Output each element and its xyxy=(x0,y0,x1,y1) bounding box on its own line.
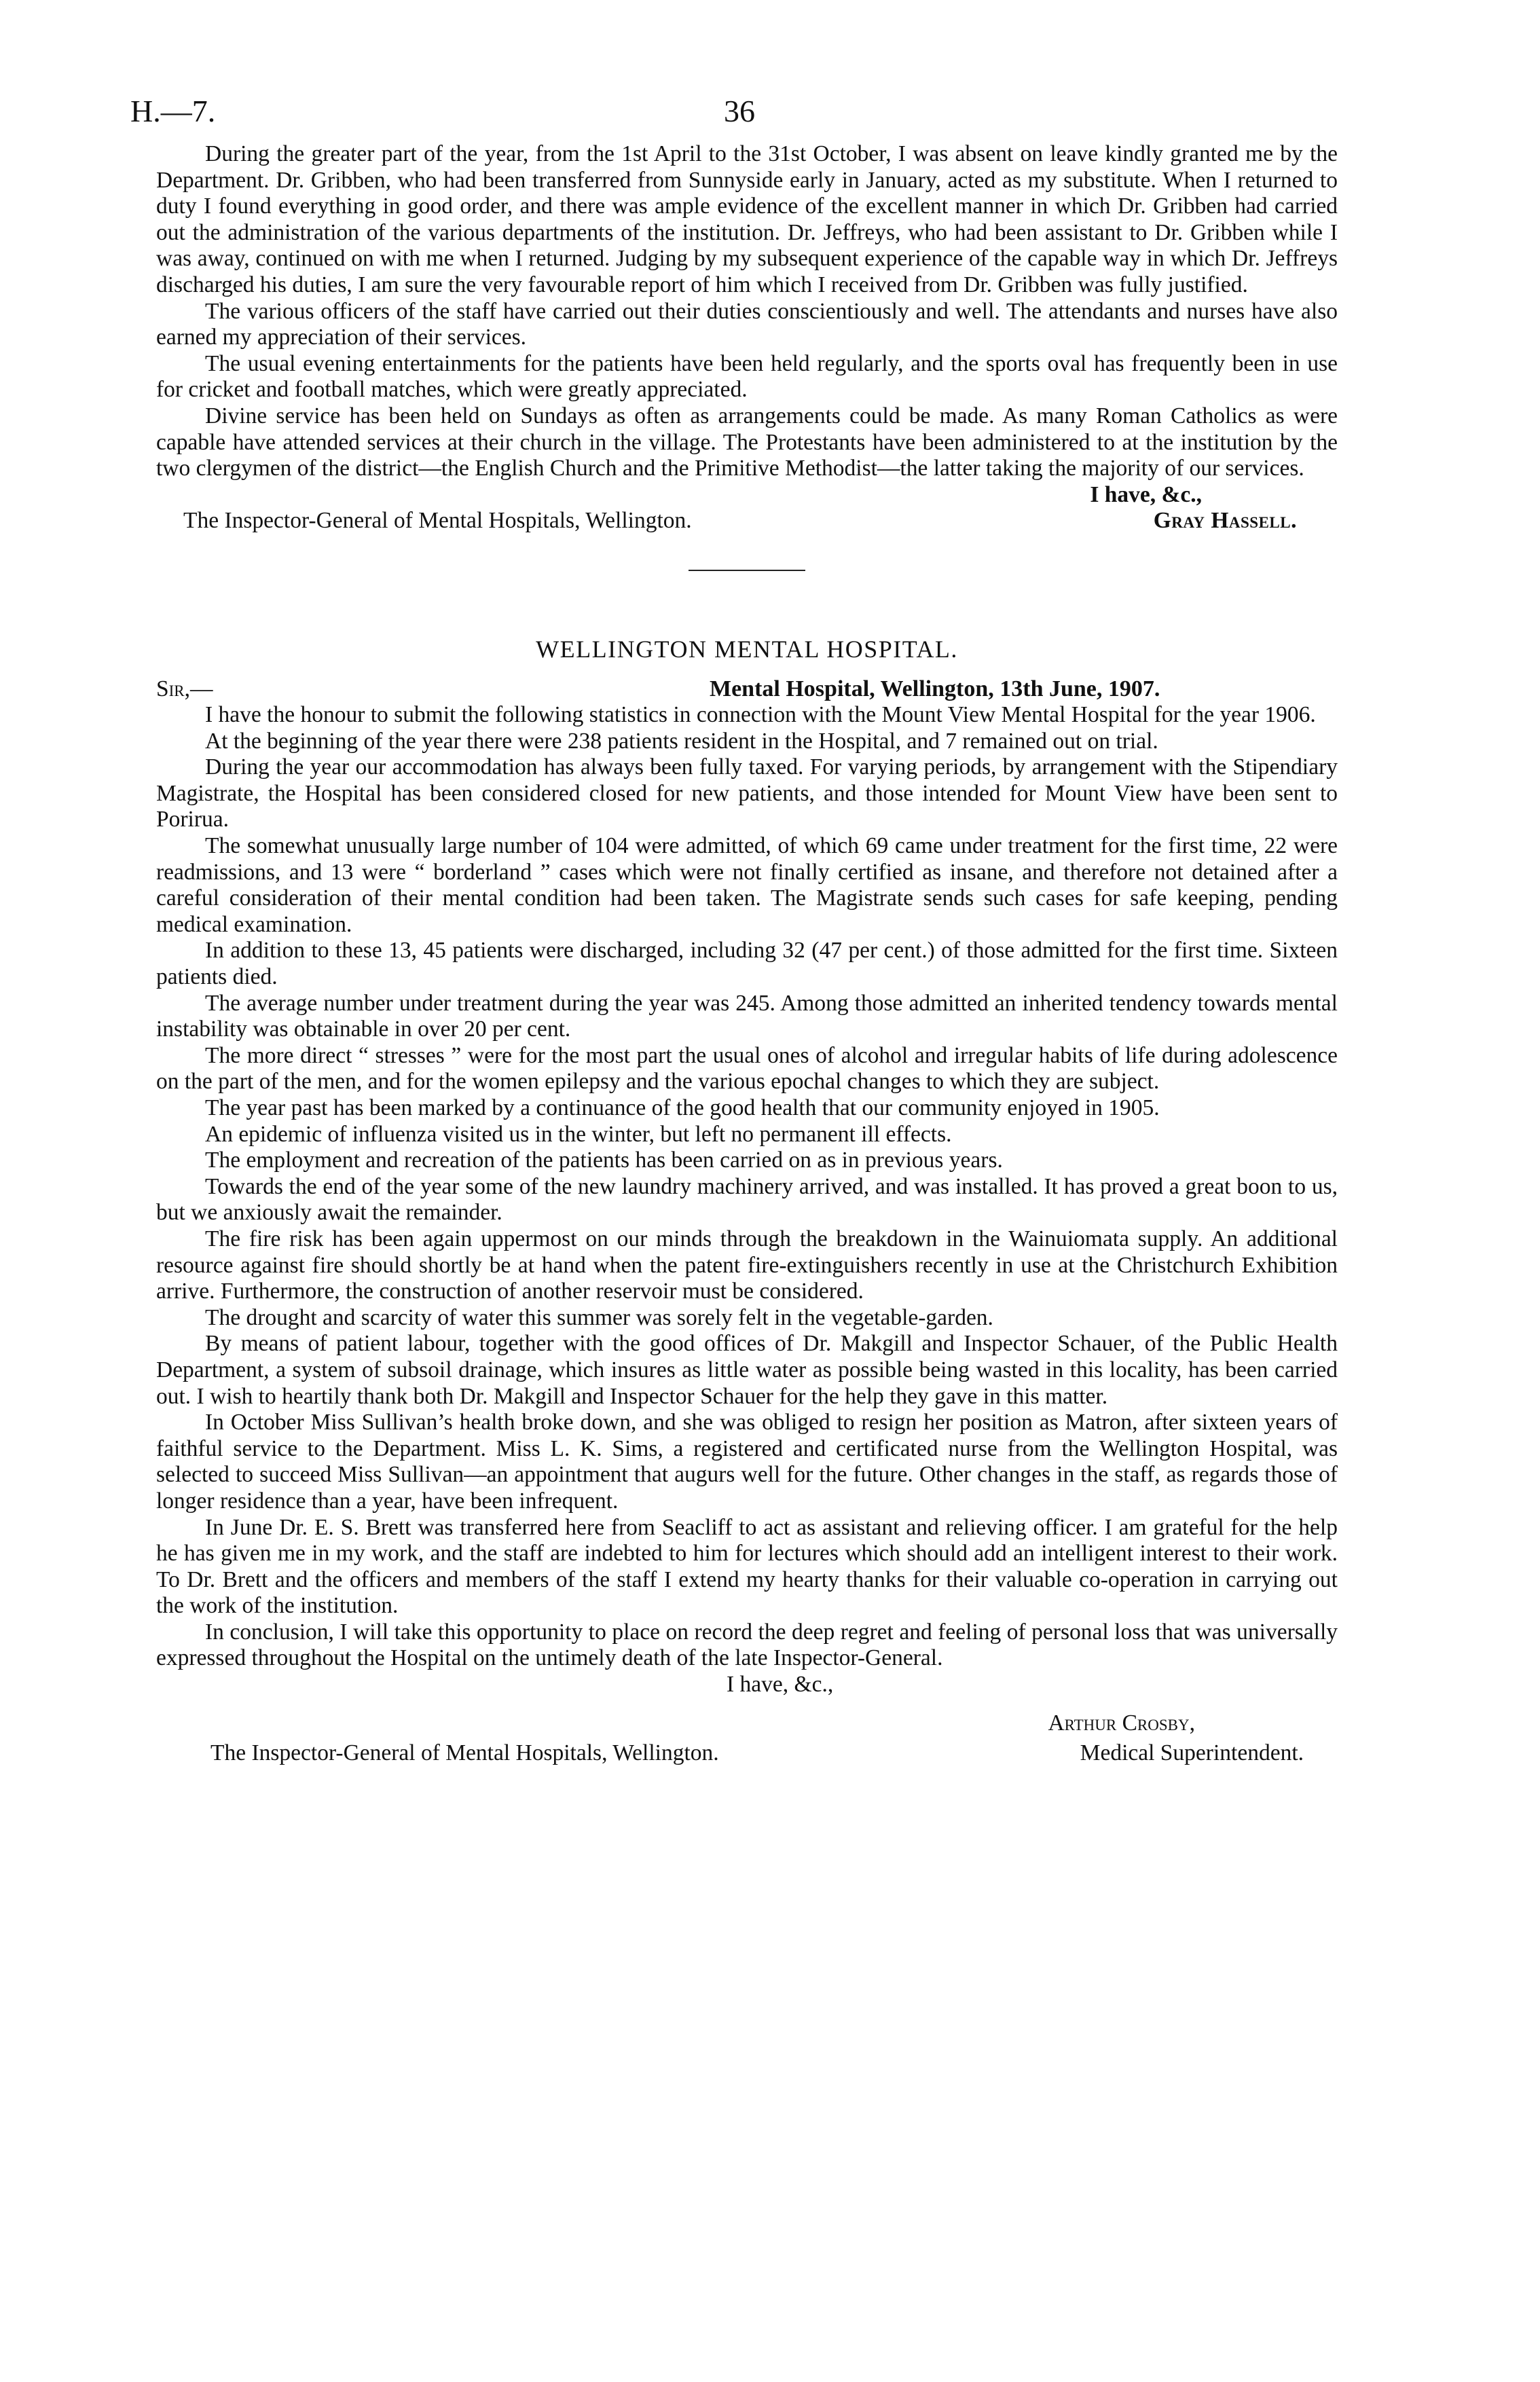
section-heading: WELLINGTON MENTAL HOSPITAL. xyxy=(536,635,958,663)
paragraph: In conclusion, I will take this opportunity to place on record the deep regret and feeling of personal loss that was universally expressed throughout the Hospital on the untimely death of the late Inspector-General. xyxy=(156,1619,1338,1671)
salutation-line xyxy=(156,676,1338,703)
paragraph: I have the honour to submit the following statistics in connection with the Mount View Mental Hospital for the year 1906. xyxy=(205,702,1316,728)
paragraph: The average number under treatment during the year was 245. Among those admitted an inherited tendency towards mental instability was obtainable in over 20 per cent. xyxy=(156,990,1338,1042)
report-one xyxy=(156,141,1338,534)
paragraph: In addition to these 13, 45 patients were discharged, including 32 (47 per cent.) of those admitted for the first time. Sixteen patients died. xyxy=(156,938,1338,990)
paragraph: The various officers of the staff have carried out their duties conscientiously and well. The attendants and nurses have also earned my appreciation of their services. xyxy=(156,298,1338,350)
paragraph: The more direct “ stresses ” were for the most part the usual ones of alcohol and irregular habits of life during adolescence on the part of the men, and for the women epilepsy and the various epochal changes to which they are subject. xyxy=(156,1042,1338,1095)
addressee: The Inspector-General of Mental Hospitals, Wellington. xyxy=(210,1740,719,1766)
paragraph: The somewhat unusually large number of 104 were admitted, of which 69 came under treatment for the first time, 22 were readmissions, and 13 were “ borderland ” cases which were not finally certified as insane, and therefore not detained after a careful consideration of their mental condition had been taken. The Magistrate sends such cases for safe keeping, pending medical examination. xyxy=(156,833,1338,937)
paragraph: The usual evening entertainments for the patients have been held regularly, and the sports oval has frequently been in use for cricket and football matches, which were greatly appreciated. xyxy=(156,350,1338,403)
paragraph: The fire risk has been again uppermost on our minds through the breakdown in the Wainuiomata supply. An additional resource against fire should shortly be at hand when the patent fire-extinguishers recently in use at the Christchurch Exhibition arrive. Furthermore, the construction of another reservoir must be considered. xyxy=(156,1226,1338,1304)
addressee: The Inspector-General of Mental Hospitals, Wellington. xyxy=(183,508,692,534)
document-page xyxy=(130,81,1338,1767)
section-divider xyxy=(689,570,805,571)
closing-line: I have, &c., xyxy=(727,1672,834,1698)
paragraph: In October Miss Sullivan’s health broke down, and she was obliged to resign her position as Matron, after sixteen years of faithful service to the Department. Miss L. K. Sims, a registered and certificated nurse from the Wellington Hospital, was selected to succeed Miss Sullivan—an appointment that augurs well for the future. Other changes in the staff, as regards those of longer residence than a year, have been infrequent. xyxy=(156,1410,1338,1514)
signatory-title: Medical Superintendent. xyxy=(1080,1740,1304,1766)
paragraph: Towards the end of the year some of the new laundry machinery arrived, and was installed. It has proved a great boon to us, but we anxiously await the remainder. xyxy=(156,1173,1338,1226)
signature: Gray Hassell. xyxy=(1153,508,1297,534)
report-two xyxy=(156,636,1338,1767)
paragraph: During the year our accommodation has always been fully taxed. For varying periods, by arrangement with the Stipendiary Magistrate, the Hospital has been considered closed for new patients, and those intended for Mount View have been sent to Porirua. xyxy=(156,754,1338,832)
signature-block xyxy=(156,1740,1338,1767)
paragraph: During the greater part of the year, from the 1st April to the 31st October, I was absent on leave kindly granted me by the Department. Dr. Gribben, who had been transferred from Sunnyside early in January, acted as my substitute. When I returned to duty I found everything in good order, and there was ample evidence of the excellent manner in which Dr. Gribben had carried out the administration of the various departments of the institution. Dr. Jeffreys, who had been assistant to Dr. Gribben while I was away, continued on with me when I returned. Judging by my subsequent experience of the capable way in which Dr. Jeffreys discharged his duties, I am sure the very favourable report of him which I received from Dr. Gribben was fully justified. xyxy=(156,141,1338,297)
dateline: Mental Hospital, Wellington, 13th June, 1907. xyxy=(710,676,1160,701)
page-header xyxy=(130,81,1338,141)
paragraph: The year past has been marked by a continuance of the good health that our community enjoyed in 1905. xyxy=(205,1095,1160,1120)
signature-block xyxy=(156,508,1338,534)
paragraph: In June Dr. E. S. Brett was transferred here from Seacliff to act as assistant and relieving officer. I am grateful for the help he has given me in my work, and the staff are indebted to him for lectures which should add an intelligent interest to their work. To Dr. Brett and the officers and members of the staff I extend my hearty thanks for their valuable co-operation in carrying out the work of the institution. xyxy=(156,1514,1338,1619)
paragraph: Divine service has been held on Sundays as often as arrangements could be made. As many Roman Catholics as were capable have attended services at their church in the village. The Protestants have been administered to at the institution by the two clergymen of the district—the English Church and the Primitive Methodist—the latter taking the majority of our services. xyxy=(156,403,1338,481)
document-reference: H.—7. xyxy=(130,94,216,128)
page-number: 36 xyxy=(724,94,755,128)
salutation: Sir,— xyxy=(156,676,213,701)
paragraph: By means of patient labour, together with the good offices of Dr. Makgill and Inspector Schauer, of the Public Health Department, a system of subsoil drainage, which insures as little water as possible being wasted in this locality, has been carried out. I wish to heartily thank both Dr. Makgill and Inspector Schauer for the help they gave in this matter. xyxy=(156,1331,1338,1409)
paragraph: The employment and recreation of the patients has been carried on as in previous years. xyxy=(205,1148,1003,1173)
paragraph: An epidemic of influenza visited us in the winter, but left no permanent ill effects. xyxy=(205,1121,952,1147)
paragraph: The drought and scarcity of water this summer was sorely felt in the vegetable-garden. xyxy=(205,1304,993,1330)
paragraph: At the beginning of the year there were 238 patients resident in the Hospital, and 7 remained out on trial. xyxy=(205,728,1158,754)
signature: Arthur Crosby, xyxy=(1048,1710,1195,1736)
closing-line: I have, &c., xyxy=(1090,481,1202,507)
